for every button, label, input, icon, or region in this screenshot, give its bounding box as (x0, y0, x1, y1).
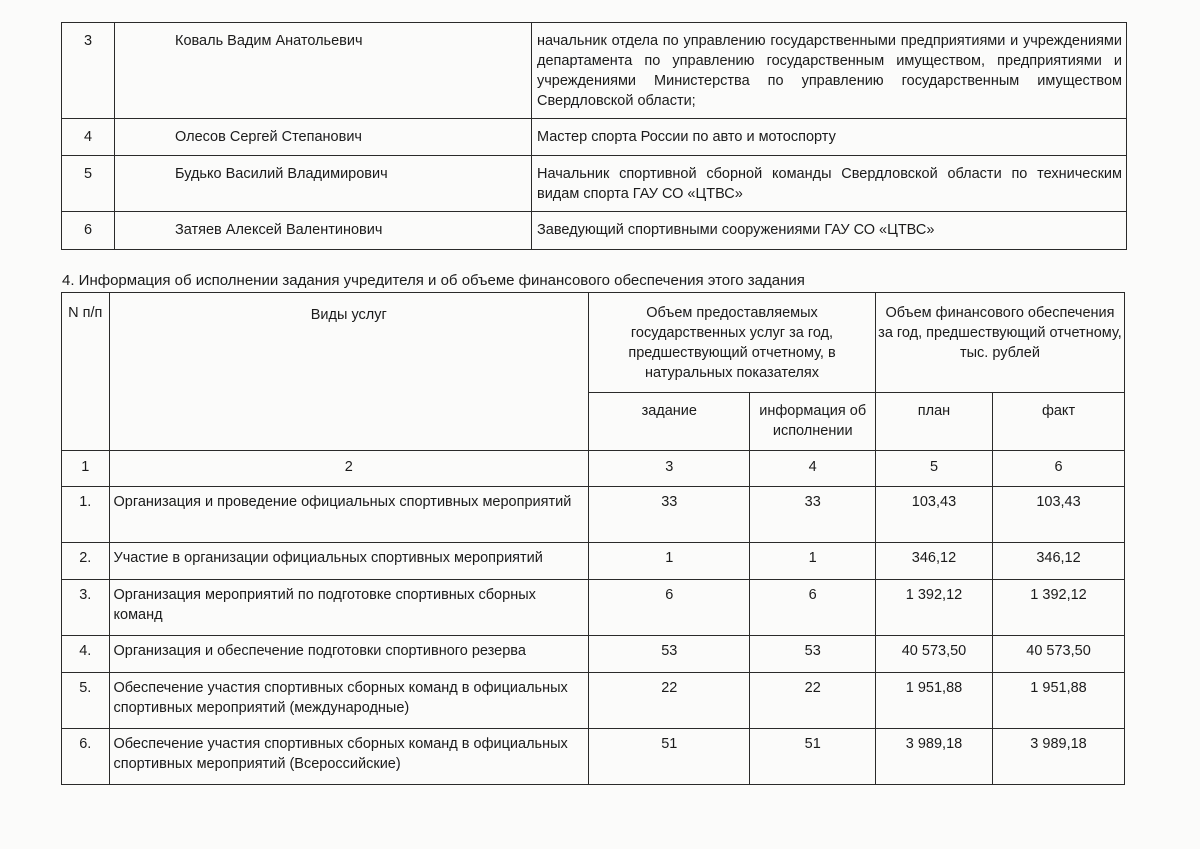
table-row (62, 487, 1125, 543)
row-info: 51 (750, 729, 875, 785)
row-fact: 1 392,12 (993, 580, 1125, 636)
row-fact: 103,43 (993, 487, 1125, 543)
row-info: 33 (750, 487, 875, 543)
header-task: задание (589, 393, 750, 451)
header-info: информация об исполнении (750, 393, 875, 451)
row-info: 6 (750, 580, 875, 636)
services-table (61, 292, 1125, 785)
table-row (62, 673, 1125, 729)
row-plan: 1 951,88 (875, 673, 992, 729)
column-index: 3 (589, 451, 750, 487)
row-service: Участие в организации официальных спортивных мероприятий (109, 543, 589, 580)
row-number: 2. (62, 543, 110, 580)
header-row (62, 293, 1125, 393)
member-number: 4 (62, 119, 115, 156)
row-service: Организация мероприятий по подготовке спортивных сборных команд (109, 580, 589, 636)
row-fact: 3 989,18 (993, 729, 1125, 785)
commission-members-table (61, 22, 1127, 250)
header-fact: факт (993, 393, 1125, 451)
column-index: 1 (62, 451, 110, 487)
row-service: Обеспечение участия спортивных сборных команд в официальных спортивных мероприятий (международные) (109, 673, 589, 729)
member-number: 3 (62, 23, 115, 119)
row-number: 3. (62, 580, 110, 636)
header-finance: Объем финансового обеспечения за год, предшествующий отчетному, тыс. рублей (875, 293, 1124, 393)
row-fact: 346,12 (993, 543, 1125, 580)
column-index: 5 (875, 451, 992, 487)
member-row (62, 156, 1127, 212)
row-plan: 103,43 (875, 487, 992, 543)
header-service-kind: Виды услуг (109, 293, 589, 451)
row-fact: 1 951,88 (993, 673, 1125, 729)
row-number: 6. (62, 729, 110, 785)
member-name: Затяев Алексей Валентинович (115, 212, 532, 250)
row-info: 22 (750, 673, 875, 729)
table-row (62, 729, 1125, 785)
row-plan: 3 989,18 (875, 729, 992, 785)
row-plan: 1 392,12 (875, 580, 992, 636)
header-plan: план (875, 393, 992, 451)
row-plan: 40 573,50 (875, 636, 992, 673)
row-task: 6 (589, 580, 750, 636)
member-name: Олесов Сергей Степанович (115, 119, 532, 156)
row-service: Организация и проведение официальных спортивных мероприятий (109, 487, 589, 543)
row-number: 5. (62, 673, 110, 729)
header-number: N п/п (62, 293, 110, 451)
member-name: Будько Василий Владимирович (115, 156, 532, 212)
member-position: Начальник спортивной сборной команды Свердловской области по техническим видам спорта ГАУ СО «ЦТВС» (532, 156, 1127, 212)
row-task: 1 (589, 543, 750, 580)
member-position: Мастер спорта России по авто и мотоспорту (532, 119, 1127, 156)
row-service: Обеспечение участия спортивных сборных команд в официальных спортивных мероприятий (Всероссийские) (109, 729, 589, 785)
row-fact: 40 573,50 (993, 636, 1125, 673)
row-task: 33 (589, 487, 750, 543)
table-row (62, 543, 1125, 580)
member-position: Заведующий спортивными сооружениями ГАУ СО «ЦТВС» (532, 212, 1127, 250)
column-index-row (62, 451, 1125, 487)
column-index: 2 (109, 451, 589, 487)
member-number: 5 (62, 156, 115, 212)
member-name: Коваль Вадим Анатольевич (115, 23, 532, 119)
member-row (62, 212, 1127, 250)
row-task: 53 (589, 636, 750, 673)
table-row (62, 580, 1125, 636)
section-heading: 4. Информация об исполнении задания учредителя и об объеме финансового обеспечения этого задания (62, 272, 805, 289)
row-task: 51 (589, 729, 750, 785)
column-index: 6 (993, 451, 1125, 487)
row-plan: 346,12 (875, 543, 992, 580)
header-volume: Объем предоставляемых государственных услуг за год, предшествующий отчетному, в натуральных показателях (589, 293, 876, 393)
member-row (62, 119, 1127, 156)
row-number: 1. (62, 487, 110, 543)
member-row (62, 23, 1127, 119)
member-position: начальник отдела по управлению государственными предприятиями и учреждениями департамента по управлению государственным имуществом, предприятиями и учреждениями Министерства по управлению государственным имуществом Свердловской области; (532, 23, 1127, 119)
row-info: 53 (750, 636, 875, 673)
member-number: 6 (62, 212, 115, 250)
row-service: Организация и обеспечение подготовки спортивного резерва (109, 636, 589, 673)
row-task: 22 (589, 673, 750, 729)
table-row (62, 636, 1125, 673)
row-number: 4. (62, 636, 110, 673)
column-index: 4 (750, 451, 875, 487)
row-info: 1 (750, 543, 875, 580)
